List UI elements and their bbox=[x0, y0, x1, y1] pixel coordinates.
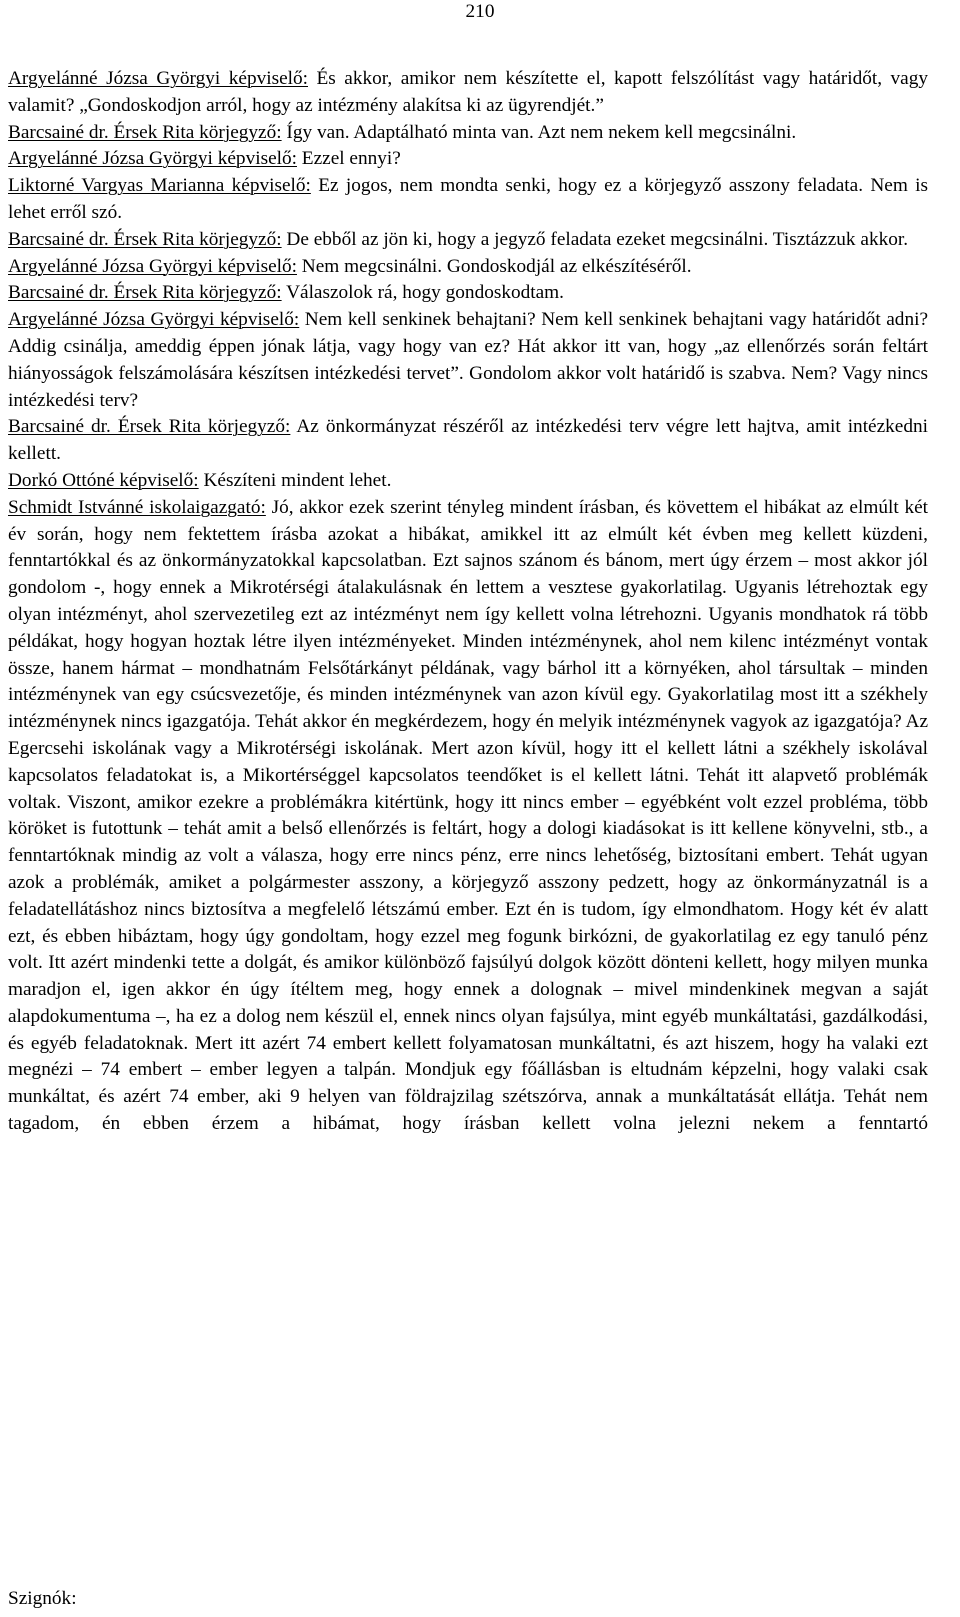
speech-text: Az önkormányzat részéről az intézkedési terv végre lett hajtva, amit intézkedni kellett. bbox=[8, 416, 928, 465]
transcript-paragraph bbox=[8, 146, 928, 173]
speech-text: És akkor, amikor nem készítette el, kapott felszólítást vagy határidőt, vagy valamit? „Gondoskodjon arról, hogy az intézmény alakítsa ki az ügyrendjét.” bbox=[8, 68, 928, 116]
speech-text: Nem kell senkinek behajtani? Nem kell senkinek behajtani vagy határidőt adni? Addig csinálja, ameddig éppen jónak látja, vagy hogy van ez? Hát akkor itt van, hogy „az ellenőrzés során feltárt hiányosságok felszámolására készítsen intézkedési tervet”. Gondolom akkor volt határidő is szabva. Nem? Vagy nincs intézkedési terv? bbox=[8, 309, 928, 411]
speech-text: De ebből az jön ki, hogy a jegyző feladata ezeket megcsinálni. Tisztázzuk akkor. bbox=[281, 228, 909, 250]
transcript-paragraph bbox=[8, 120, 928, 147]
transcript-paragraph bbox=[8, 173, 928, 227]
transcript-paragraph bbox=[8, 254, 928, 281]
signature-label: Szignók: bbox=[8, 1588, 77, 1609]
transcript-paragraph bbox=[8, 66, 928, 120]
speech-text: Válaszolok rá, hogy gondoskodtam. bbox=[281, 282, 565, 304]
transcript-paragraph bbox=[8, 227, 928, 254]
transcript-paragraph bbox=[8, 280, 928, 307]
speaker-name: Barcsainé dr. Érsek Rita körjegyző: bbox=[8, 282, 282, 304]
speech-text: Így van. Adaptálható minta van. Azt nem nekem kell megcsinálni. bbox=[281, 121, 797, 143]
speaker-name: Argyelánné Józsa Györgyi képviselő: bbox=[8, 309, 300, 331]
speech-text: Jó, akkor ezek szerint tényleg mindent írásban, és követtem el hibákat az elmúlt két év során, hogy nem fektettem írásba azokat a hibákat, amikkel itt az elmúlt két évben meg kellett küzdeni, fenntartókkal és az önkormányzatokkal kapcsolatban. Ezt sajnos szánom és bánom, mert úgy érzem – most akkor jól gondolom -, hogy ennek a Mikrotérségi átalakulásnak én lettem a vesztese gyakorlatilag. Ugyanis létrehoztak egy olyan intézményt, ahol szervezetileg ezt az intézményt nem így kellett volna létrehozni. Ugyanis mondhatok rá több példákat, hogy hogyan hoztak létre ilyen intézményeket. Minden intézménynek, ahol nem kilenc intézményt vontak össze, hanem hármat – mondhatnám Felsőtárkányt példának, vagy bárhol itt a környéken, ahol társultak – minden intézménynek van egy csúcsvezetője, és minden intézménynek van azon kívül egy. Gyakorlatilag most itt a székhely intézménynek nincs igazgatója. Tehát akkor én megkérdezem, hogy én melyik intézménynek vagyok az igazgatója? Az Egercsehi iskolának vagy a Mikrotérségi iskolának. Mert azon kívül, hogy itt el kellett látni a székhely iskolával kapcsolatos feladatokat is, a Mikortérséggel kapcsolatos teendőket is el kellett látni. Tehát itt alapvető problémák voltak. Viszont, amikor ezekre a problémákra kitértünk, hogy itt nincs ember – egyébként volt ezzel probléma, több köröket is futottunk – tehát amit a belső ellenőrzés is feltárt, hogy a dologi kiadásokat is itt kellene könyvelni, stb., a fenntartóknak mindig az volt a válasza, hogy erre nincs pénz, erre nincs lehetőség, biztosítani embert. Tehát ugyan azok a problémák, amiket a polgármester asszony, a körjegyző asszony pedzett, hogy az önkormányzatnál is a feladatellátáshoz nincs biztosítva a megfelelő létszámú ember. Ezt én is tudom, így elmondhatom. Hogy két év alatt ezt, és ebben hibáztam, hogy úgy gondoltam, hogy ezzel meg fogunk birkózni, de gyakorlatilag ez egy tanuló pénz volt. Itt azért mindenki tette a dolgát, és amikor különböző fajsúlyú dolgok között dönteni kellett, hogy milyen munka maradjon el, igen akkor én úgy ítéltem meg, hogy ennek a dolognak – mivel mindenkinek megvan a saját alapdokumentuma –, ha ez a dolog nem készül el, ennek nincs olyan fajsúlya, mint egyéb munkáltatási, gazdálkodási, és egyéb feladatoknak. Mert itt azért 74 embert kellett folyamatosan munkáltatni, és azt hiszem, hogy ha valaki ezt megnézi – 74 embert – ember legyen a talpán. Mondjuk egy főállásban is eltudnám képzelni, hogy valaki csak munkáltat, és azért 74 ember, aki 9 helyen van földrajzilag szétszórva, annak a munkáltatását ellátja. Tehát nem tagadom, én ebben érzem a hibámat, hogy írásban kellett volna jelezni nekem a fenntartó bbox=[8, 496, 928, 1135]
speaker-name: Argyelánné Józsa Györgyi képviselő: bbox=[8, 255, 297, 277]
speech-text: Készíteni mindent lehet. bbox=[198, 469, 392, 491]
transcript-paragraph bbox=[8, 495, 928, 1138]
speaker-name: Schmidt Istvánné iskolaigazgató: bbox=[8, 496, 266, 518]
transcript-paragraph bbox=[8, 307, 928, 414]
speech-text: Nem megcsinálni. Gondoskodjál az elkészítéséről. bbox=[296, 255, 692, 277]
speech-text: Ezzel ennyi? bbox=[296, 148, 401, 170]
speaker-name: Dorkó Ottóné képviselő: bbox=[8, 469, 199, 491]
transcript-paragraph bbox=[8, 468, 928, 495]
speaker-name: Argyelánné Józsa Györgyi képviselő: bbox=[8, 148, 297, 170]
speaker-name: Liktorné Vargyas Marianna képviselő: bbox=[8, 175, 311, 197]
speaker-name: Barcsainé dr. Érsek Rita körjegyző: bbox=[8, 416, 291, 438]
speech-text: Ez jogos, nem mondta senki, hogy ez a körjegyző asszony feladata. Nem is lehet erről szó. bbox=[8, 175, 928, 223]
transcript-paragraph bbox=[8, 414, 928, 468]
speaker-name: Barcsainé dr. Érsek Rita körjegyző: bbox=[8, 228, 282, 250]
speaker-name: Barcsainé dr. Érsek Rita körjegyző: bbox=[8, 121, 282, 143]
speaker-name: Argyelánné Józsa Györgyi képviselő: bbox=[8, 68, 308, 89]
page-number: 210 bbox=[465, 1, 495, 22]
transcript-body bbox=[8, 66, 928, 1138]
